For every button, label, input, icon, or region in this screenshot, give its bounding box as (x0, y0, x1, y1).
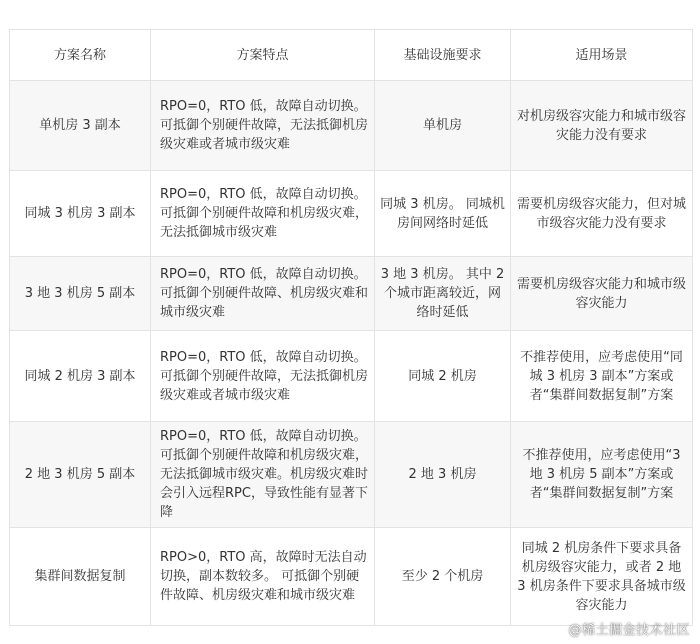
use-case-cell: 不推荐使用，应考虑使用“3 地 3 机房 5 副本”方案或者“集群间数据复制”方案 (511, 422, 693, 528)
scheme-name-cell: 集群间数据复制 (10, 528, 151, 626)
scheme-feature-cell: RPO=0，RTO 低，故障自动切换。 可抵御个别硬件故障和机房级灾难，无法抵御城市级灾难 (151, 171, 375, 257)
table-row (10, 81, 693, 171)
header-infrastructure: 基础设施要求 (375, 30, 511, 81)
disaster-recovery-comparison-table (9, 29, 693, 626)
use-case-cell: 不推荐使用，应考虑使用“同城 3 机房 3 副本”方案或者“集群间数据复制”方案 (511, 331, 693, 422)
scheme-feature-cell: RPO=0，RTO 低，故障自动切换。 可抵御个别硬件故障、机房级灾难和城市级灾难 (151, 257, 375, 331)
infrastructure-cell: 至少 2 个机房 (375, 528, 511, 626)
use-case-cell: 同城 2 机房条件下要求具备机房级容灾能力，或者 2 地 3 机房条件下要求具备城市级容灾能力 (511, 528, 693, 626)
scheme-name-cell: 同城 2 机房 3 副本 (10, 331, 151, 422)
infrastructure-cell: 同城 2 机房 (375, 331, 511, 422)
scheme-name-cell: 同城 3 机房 3 副本 (10, 171, 151, 257)
header-scheme-name: 方案名称 (10, 30, 151, 81)
scheme-feature-cell: RPO=0，RTO 低，故障自动切换。 可抵御个别硬件故障，无法抵御机房级灾难或者城市级灾难 (151, 81, 375, 171)
scheme-feature-cell: RPO=0，RTO 低，故障自动切换。 可抵御个别硬件故障和机房级灾难，无法抵御城市级灾难。机房级灾难时会引入远程RPC，导致性能有显著下降 (151, 422, 375, 528)
scheme-name-cell: 2 地 3 机房 5 副本 (10, 422, 151, 528)
watermark-text: @稀土掘金技术社区 (568, 623, 690, 638)
table-row (10, 528, 693, 626)
comparison-table-container (9, 29, 692, 626)
table-row (10, 257, 693, 331)
table-row (10, 331, 693, 422)
infrastructure-cell: 3 地 3 机房。 其中 2 个城市距离较近，网络时延低 (375, 257, 511, 331)
table-header-row (10, 30, 693, 81)
use-case-cell: 对机房级容灾能力和城市级容灾能力没有要求 (511, 81, 693, 171)
scheme-feature-cell: RPO=0，RTO 低，故障自动切换。 可抵御个别硬件故障，无法抵御机房级灾难或者城市级灾难 (151, 331, 375, 422)
scheme-feature-cell: RPO>0，RTO 高，故障时无法自动切换，副本数较多。 可抵御个别硬件故障、机房级灾难和城市级灾难 (151, 528, 375, 626)
table-row (10, 422, 693, 528)
use-case-cell: 需要机房级容灾能力和城市级容灾能力 (511, 257, 693, 331)
header-scheme-features: 方案特点 (151, 30, 375, 81)
infrastructure-cell: 2 地 3 机房 (375, 422, 511, 528)
scheme-name-cell: 3 地 3 机房 5 副本 (10, 257, 151, 331)
table-row (10, 171, 693, 257)
infrastructure-cell: 单机房 (375, 81, 511, 171)
header-use-case: 适用场景 (511, 30, 693, 81)
infrastructure-cell: 同城 3 机房。 同城机房间网络时延低 (375, 171, 511, 257)
use-case-cell: 需要机房级容灾能力，但对城市级容灾能力没有要求 (511, 171, 693, 257)
scheme-name-cell: 单机房 3 副本 (10, 81, 151, 171)
